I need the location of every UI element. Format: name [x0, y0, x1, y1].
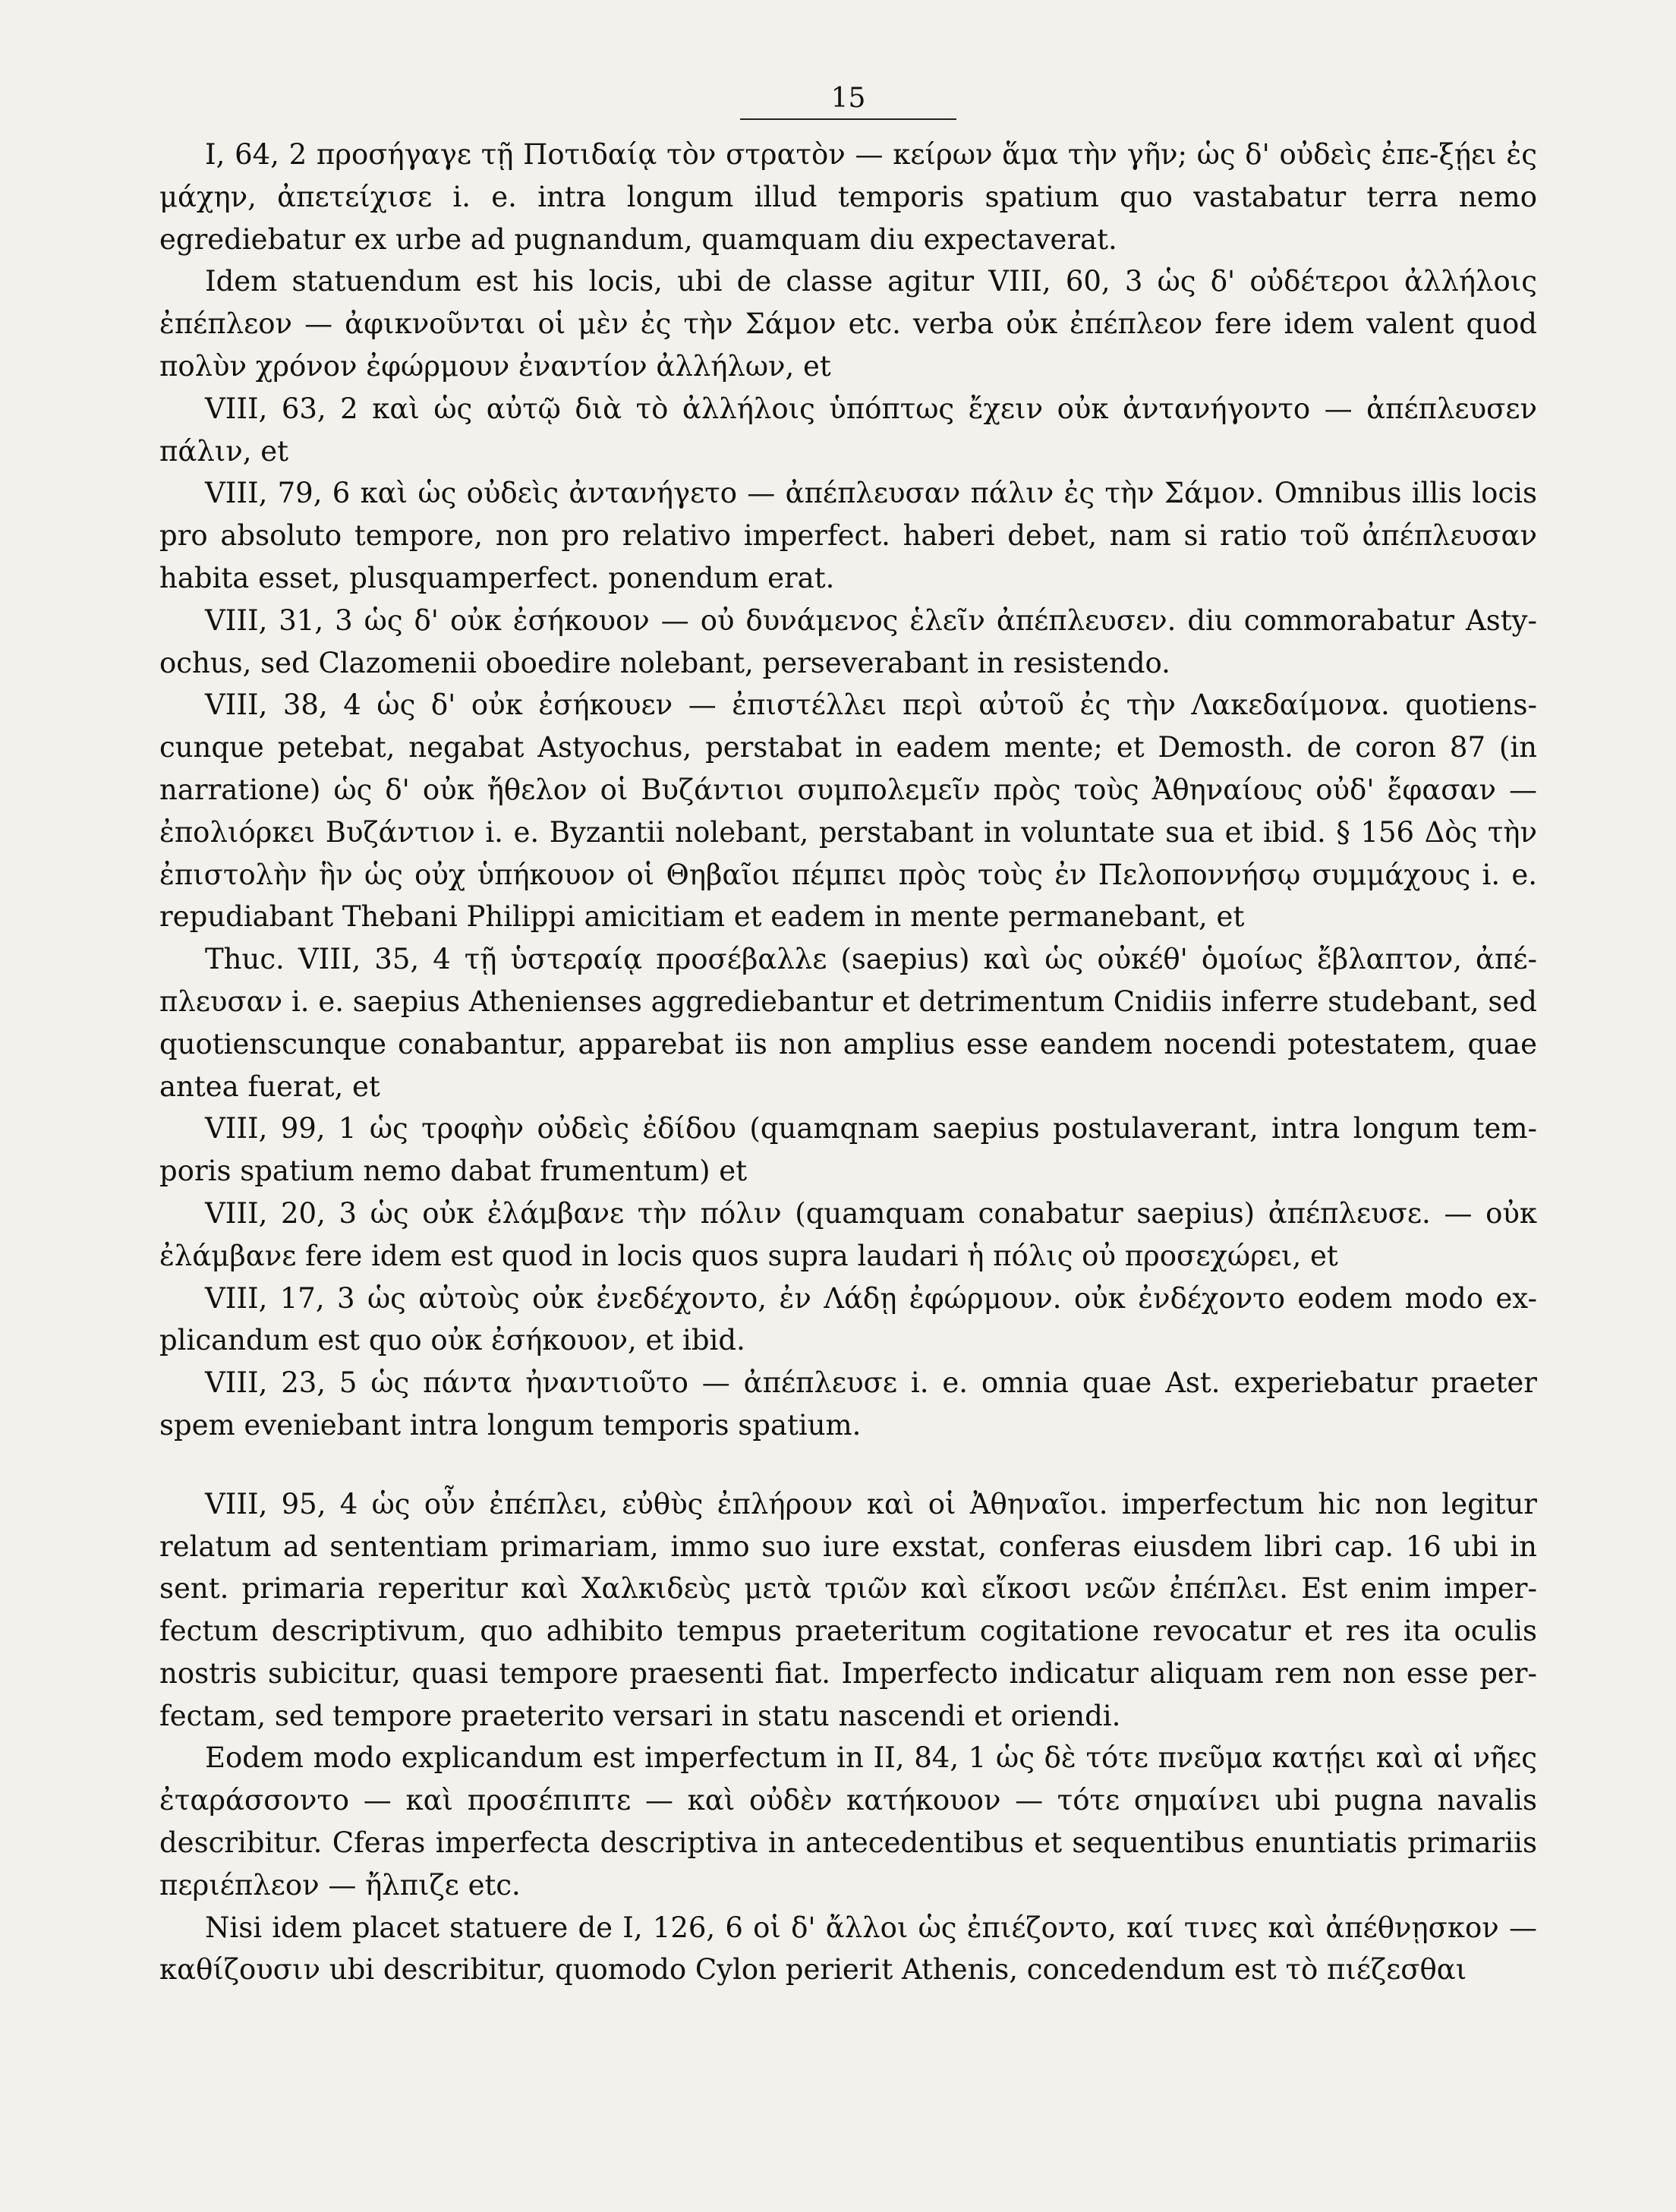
paragraph-7: Thuc. VIII, 35, 4 τῇ ὑστεραίᾳ προσέβαλλε (saepius) καὶ ὡς οὐκέθ' ὁμοίως ἔβλαπτον, ἀπέ-πλευσαν i. e. saepius Athenienses aggrediebantur et detrimentum Cnidiis inferre studebant, sed quotienscunque conabantur, apparebat iis non amplius esse eandem nocendi potestatem, quae antea fuerat, et — [159, 943, 1537, 1103]
paragraph-2: Idem statuendum est his locis, ubi de classe agitur VIII, 60, 3 ὡς δ' οὐδέτεροι ἀλλήλοις ἐπέπλεον — ἀφικνοῦνται οἱ μὲν ἐς τὴν Σάμον etc. verba οὐκ ἐπέπλεον fere idem valent quod πολὺν χρόνον ἐφώρμουν ἐναντίον ἀλλήλων, et — [159, 265, 1537, 383]
paragraph-3: VIII, 63, 2 καὶ ὡς αὐτῷ διὰ τὸ ἀλλήλοις ὑπόπτως ἔχειν οὐκ ἀντανήγοντο — ἀπέπλευσεν πάλιν, et — [159, 392, 1537, 468]
paragraph-1: I, 64, 2 προσήγαγε τῇ Ποτιδαίᾳ τὸν στρατὸν — κείρων ἅμα τὴν γῆν; ὡς δ' οὐδεὶς ἐπε-ξῄει ἐς μάχην, ἀπετείχισε i. e. intra longum illud temporis spatium quo vastabatur terra nemo egrediebatur ex urbe ad pugnandum, quamquam diu expectaverat. — [159, 138, 1537, 256]
paragraph-5: VIII, 31, 3 ὡς δ' οὐκ ἐσήκουον — οὐ δυνάμενος ἑλεῖν ἀπέπλευσεν. diu commorabatur Asty-ochus, sed Clazomenii oboedire nolebant, perseverabant in resistendo. — [159, 603, 1537, 679]
paragraph-8: VIII, 99, 1 ὡς τροφὴν οὐδεὶς ἐδίδου (quamqnam saepius postulaverant, intra longum tem-poris spatium nemo dabat frumentum) et — [159, 1112, 1537, 1188]
page-number: 15 — [159, 82, 1537, 120]
paragraph-12: VIII, 95, 4 ὡς οὖν ἐπέπλει, εὐθὺς ἐπλήρουν καὶ οἱ Ἀθηναῖοι. imperfectum hic non legitur relatum ad sententiam primariam, immo suo iure exstat, conferas eiusdem libri cap. 16 ubi in sent. primaria reperitur καὶ Χαλκιδεὺς μετὰ τριῶν καὶ εἴκοσι νεῶν ἐπέπλει. Est enim imper-fectum descriptivum, quo adhibito tempus praeteritum cogitatione revocatur et res ita oculis nostris subicitur, quasi tempore praesenti fiat. Imperfecto indicatur aliquam rem non esse per-fectam, sed tempore praeterito versari in statu nascendi et oriendi. — [159, 1487, 1537, 1732]
paragraph-10: VIII, 17, 3 ὡς αὐτοὺς οὐκ ἐνεδέχοντο, ἐν Λάδῃ ἐφώρμουν. οὐκ ἐνδέχοντο eodem modo ex-plicandum est quo οὐκ ἐσήκουον, et ibid. — [159, 1281, 1537, 1357]
paragraph-14: Nisi idem placet statuere de I, 126, 6 οἱ δ' ἄλλοι ὡς ἐπιέζοντο, καί τινες καὶ ἀπέθνῃσκον — καθίζουσιν ubi describitur, quomodo Cylon perierit Athenis, concedendum est τὸ πιέζεσθαι — [159, 1911, 1537, 1987]
paragraph-6: VIII, 38, 4 ὡς δ' οὐκ ἐσήκουεν — ἐπιστέλλει περὶ αὐτοῦ ἐς τὴν Λακεδαίμονα. quotiens-cunque petebat, negabat Astyochus, perstabat in eadem mente; et Demosth. de coron 87 (in narratione) ὡς δ' οὐκ ἤθελον οἱ Βυζάντιοι συμπολεμεῖν πρὸς τοὺς Ἀθηναίους οὐδ' ἔφασαν — ἐπολιόρκει Βυζάντιον i. e. Byzantii nolebant, perstabant in voluntate sua et ibid. § 156 Δὸς τὴν ἐπιστολὴν ἣν ὡς οὐχ ὑπήκουον οἱ Θηβαῖοι πέμπει πρὸς τοὺς ἐν Πελοποννήσῳ συμμάχους i. e. repudiabant Thebani Philippi amicitiam et eadem in mente permanebant, et — [159, 688, 1537, 934]
paragraph-4: VIII, 79, 6 καὶ ὡς οὐδεὶς ἀντανήγετο — ἀπέπλευσαν πάλιν ἐς τὴν Σάμον. Omnibus illis locis pro absoluto tempore, non pro relativo imperfect. haberi debet, nam si ratio τοῦ ἀπέπλευσαν habita esset, plusquamperfect. ponendum erat. — [159, 477, 1537, 594]
paragraph-9: VIII, 20, 3 ὡς οὐκ ἐλάμβανε τὴν πόλιν (quamquam conabatur saepius) ἀπέπλευσε. — οὐκ ἐλάμβανε fere idem est quod in locis quos supra laudari ἡ πόλις οὐ προσεχώρει, et — [159, 1196, 1537, 1272]
paragraph-11: VIII, 23, 5 ὡς πάντα ἠναντιοῦτο — ἀπέπλευσε i. e. omnia quae Ast. experiebatur praeter spem eveniebant intra longum temporis spatium. — [159, 1366, 1537, 1442]
page-content — [159, 82, 1537, 1991]
paragraph-13: Eodem modo explicandum est imperfectum in II, 84, 1 ὡς δὲ τότε πνεῦμα κατῄει καὶ αἱ νῆες ἐταράσσοντο — καὶ προσέπιπτε — καὶ οὐδὲν κατήκουον — τότε σημαίνει ubi pugna navalis describitur. Cferas imperfecta descriptiva in antecedentibus et sequentibus enuntiatis primariis περιέπλεον — ἤλπιζε etc. — [159, 1741, 1537, 1902]
